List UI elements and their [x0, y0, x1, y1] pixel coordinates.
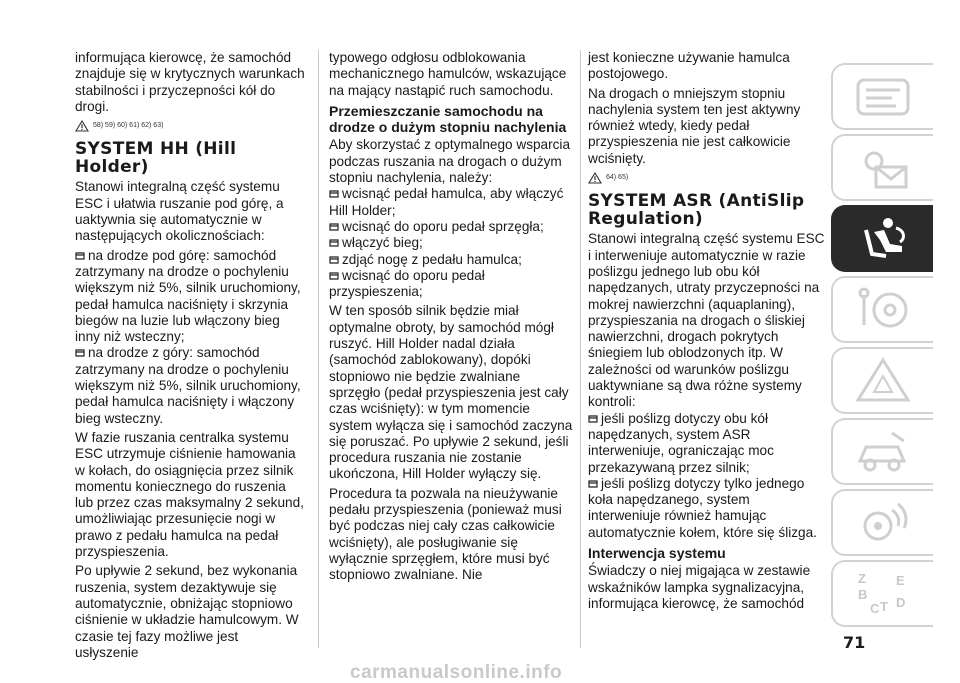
- tab-maintenance[interactable]: [831, 418, 933, 485]
- bullet-icon: [329, 223, 339, 231]
- emergency-triangle-icon: [852, 356, 914, 406]
- column-1: [75, 50, 305, 664]
- tab-start-drive[interactable]: [831, 276, 933, 343]
- subsection-heading-intervention: Interwencja systemu: [588, 545, 726, 562]
- warning-triangle-icon: [588, 172, 602, 184]
- reference-numbers: 58) 59) 60) 61) 62) 63): [93, 122, 164, 130]
- subsection-heading-slope: Przemieszczanie samochodu na drodze o dużym stopniu nachylenia: [329, 102, 567, 136]
- paragraph: Po upływie 2 sekund, bez wykonania ruszenia, system dezaktywuje się automatycznie, obniżając stopniowo ciśnienie w układzie hamulcowym. W czasie tej fazy możliwe jest usłyszenie: [75, 563, 299, 660]
- section-heading-hill-holder: SYSTEM HH (Hill Holder): [75, 139, 237, 178]
- bullet-icon: [75, 252, 85, 260]
- section-heading-asr: SYSTEM ASR (AntiSlip Regulation): [588, 191, 805, 230]
- paragraph: Aby skorzystać z optymalnego wsparcia podczas ruszania na drogach o dużym stopniu nachylenia, należy:: [329, 137, 571, 186]
- paragraph: Stanowi integralną część systemu ESC i interweniuje automatycznie w razie poślizgu jednego lub obu kół napędzanych, utraty przyczepności na mokrej nawierzchni (aquaplaning), przyspieszania na drogach o śliskiej nawierzchni, drogach pokrytych śniegiem lub oblodzonych itp. W zależności od warunków poślizgu uaktywniane są dwa różne systemy kontroli:: [588, 231, 825, 410]
- list-item: jeśli poślizg dotyczy obu kół napędzanych, system ASR interweniuje, ograniczając moc przekazywaną przez silnik;: [588, 410, 774, 475]
- list-item: jeśli poślizg dotyczy tylko jednego koła napędzanego, system interweniuje również hamując automatycznie kołem, które się ślizga.: [588, 475, 817, 540]
- dashboard-icon: [852, 72, 914, 122]
- list-item: wcisnąć pedał hamulca, aby włączyć Hill Holder;: [329, 186, 564, 218]
- paragraph: Świadczy o niej migająca w zestawie wskaźników lampka sygnalizacyjna, informująca kierowcę, że samochód: [588, 563, 811, 611]
- bullet-icon: [329, 190, 339, 198]
- bullet-icon: [588, 415, 598, 423]
- paragraph: jest konieczne używanie hamulca postojowego.: [588, 50, 790, 82]
- connectivity-icon: [852, 498, 914, 548]
- tab-multimedia[interactable]: [831, 489, 933, 556]
- tab-index[interactable]: [831, 560, 933, 627]
- warning-triangle-icon: [75, 120, 89, 132]
- bullet-icon: [329, 256, 339, 264]
- bullet-icon: [75, 349, 85, 357]
- car-service-icon: [852, 427, 914, 477]
- list-item: włączyć bieg;: [329, 235, 574, 251]
- list-item: na drodze z góry: samochód zatrzymany na drodze o pochyleniu większym niż 5%, silnik uruchomiony, pedał hamulca naciśnięty i włączony bieg wsteczny.: [75, 345, 301, 426]
- column-3: [588, 50, 826, 615]
- warning-lights-icon: [852, 143, 914, 193]
- index-letters-icon: Z E B C T D: [858, 570, 906, 616]
- list-item: wcisnąć do oporu pedał przyspieszenia;: [329, 267, 485, 300]
- warning-references: [75, 118, 305, 134]
- list-item: zdjąć nogę z pedału hamulca;: [329, 252, 574, 268]
- paragraph: Procedura ta pozwala na nieużywanie pedału przyspieszenia (ponieważ musi być podczas niej cały czas całkowicie wciśnięty), ale posługiwanie się wyłącznie sprzęgłem, które musi być stopniowo zwalniane. Nie: [329, 485, 562, 583]
- paragraph: W ten sposób silnik będzie miał optymalne obroty, by samochód mógł ruszyć. Hill Holder nadal działa (samochód zablokowany), dopóki stopniowo nie będzie zwalniane sprzęgło (pedał przyspieszenia jest cały czas wciśnięty): w tym momencie system wyłącza się i samochód zaczyna się poruszać. Po upływie 2 sekund, jeśli procedura ruszania nie zostanie ukończona, Hill Holder wyłączy się.: [329, 303, 573, 482]
- tab-safety[interactable]: [831, 205, 933, 272]
- reference-numbers: 64) 65): [606, 174, 629, 182]
- steering-key-icon: [852, 285, 914, 335]
- warning-references: [588, 170, 826, 186]
- chapter-tabs: [831, 63, 933, 631]
- column-divider: [580, 50, 581, 648]
- paragraph: Stanowi integralną część systemu ESC i ułatwia ruszanie pod górę, a uaktywnia się automatycznie w następujących okolicznościach:: [75, 179, 284, 244]
- tab-lights-indicators[interactable]: [831, 134, 933, 201]
- column-divider: [318, 50, 319, 648]
- list-item: na drodze pod górę: samochód zatrzymany na drodze o pochyleniu większym niż 5%, silnik uruchomiony, pedał hamulca naciśnięty i skrzynia biegów na luzie lub włączony bieg inny niż wsteczny;: [75, 247, 301, 345]
- column-2: [329, 50, 574, 587]
- bullet-icon: [588, 480, 598, 488]
- bullet-icon: [329, 272, 339, 280]
- page-number: 71: [843, 633, 866, 652]
- paragraph: W fazie ruszania centralka systemu ESC utrzymuje ciśnienie hamowania w kołach, do osiągnięcia przez silnik momentu koniecznego do ruszenia lub przez czas maksymalny 2 sekund, umożliwiając przesunięcie nogi w prawo z pedału hamulca na pedał przyspieszenia.: [75, 429, 304, 560]
- tab-dashboard[interactable]: [831, 63, 933, 130]
- tab-emergency[interactable]: [831, 347, 933, 414]
- paragraph: Na drogach o mniejszym stopniu nachylenia system ten jest aktywny również wtedy, kiedy pedał przyspieszenia nie jest całkowicie wciśnięty.: [588, 85, 801, 166]
- airbag-seat-icon: [852, 214, 914, 264]
- paragraph: typowego odgłosu odblokowania mechanicznego hamulców, wskazujące na mający nastąpić ruch samochodu.: [329, 50, 567, 98]
- paragraph: informująca kierowcę, że samochód znajduje się w krytycznych warunkach stabilności i przyczepności kół do drogi.: [75, 50, 305, 114]
- bullet-icon: [329, 239, 339, 247]
- list-item: wcisnąć do oporu pedał sprzęgła;: [329, 219, 574, 235]
- watermark: carmanualsonline.info: [350, 662, 563, 683]
